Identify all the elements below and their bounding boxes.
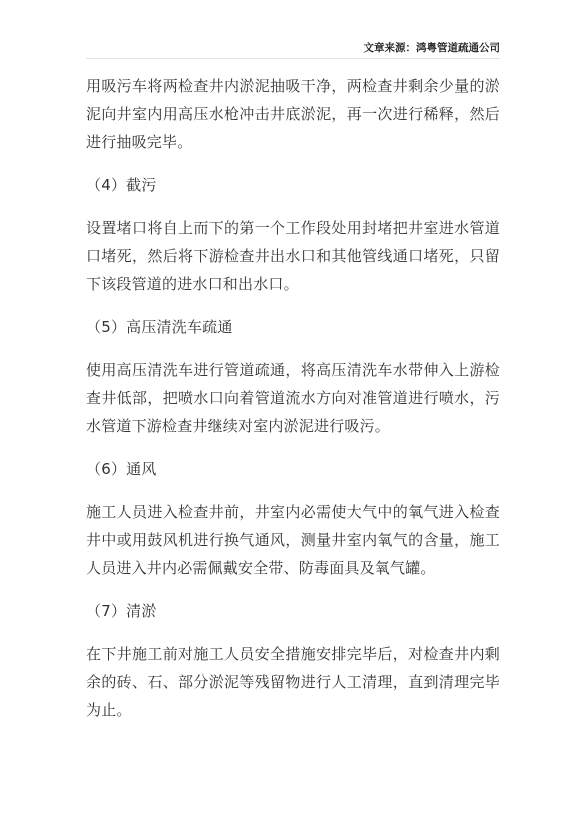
paragraph-intercept: 设置堵口将自上而下的第一个工作段处用封堵把井室进水管道口堵死，然后将下游检查井出水口和其他管线通口堵死，只留下该段管道的进水口和出水口。: [86, 219, 500, 293]
section-heading-desilting: （7）清淤: [86, 602, 157, 620]
section-heading-high-pressure: （5）高压清洗车疏通: [86, 318, 233, 336]
section-heading-intercept: （4）截污: [86, 176, 157, 194]
paragraph-ventilation: 施工人员进入检查井前，井室内必需使大气中的氧气进入检查井中或用鼓风机进行换气通风，测量井室内氧气的含量，施工人员进入井内必需佩戴安全带、防毒面具及氧气罐。: [86, 503, 500, 577]
paragraph-suction: 用吸污车将两检查井内淤泥抽吸干净，两检查井剩余少量的淤泥向井室内用高压水枪冲击井底淤泥，再一次进行稀释，然后进行抽吸完毕。: [86, 77, 500, 151]
document-body: [86, 72, 500, 739]
section-heading-ventilation: （6）通风: [86, 460, 157, 478]
article-source: 文章来源：鸿粤管道疏通公司: [363, 42, 500, 54]
paragraph-desilting: 在下井施工前对施工人员安全措施安排完毕后，对检查井内剩余的砖、石、部分淤泥等残留物进行人工清理，直到清理完毕为止。: [86, 645, 500, 719]
header-divider: [86, 58, 500, 59]
paragraph-high-pressure: 使用高压清洗车进行管道疏通，将高压清洗车水带伸入上游检查井低部，把喷水口向着管道流水方向对准管道进行喷水，污水管道下游检查井继续对室内淤泥进行吸污。: [86, 361, 500, 435]
